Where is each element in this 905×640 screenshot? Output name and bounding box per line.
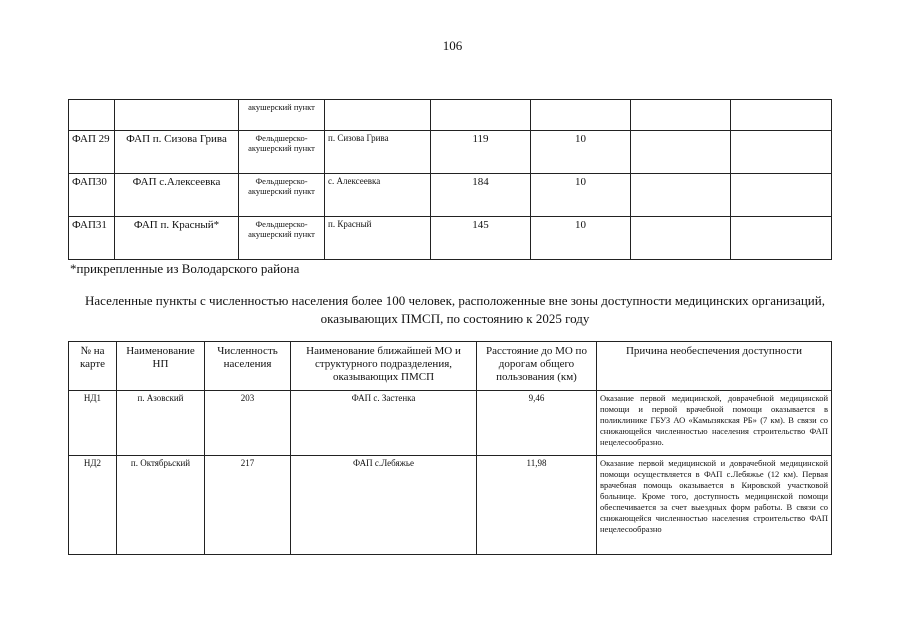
- fap-empty-col: [631, 174, 731, 217]
- nearest-mo: ФАП с.Лебяжье: [291, 456, 477, 555]
- fap-value1: 184: [431, 174, 531, 217]
- fap-value2: 10: [531, 131, 631, 174]
- fap-location: п. Сизова Грива: [325, 131, 431, 174]
- fap-type: Фельдшерско-акушерский пункт: [239, 217, 325, 260]
- section-heading: Населенные пункты с численностью населения более 100 человек, расположенные вне зоны доступности медицинских организаций, оказывающих ПМСП, по состоянию к 2025 году: [85, 293, 825, 326]
- fap-value2: [531, 100, 631, 131]
- reason: Оказание первой медицинской, доврачебной медицинской помощи и первой врачебной помощи оказывается в поликлинике ГБУЗ АО «Камызякская РБ» (7 км). В связи со снижающейся численностью населения строительство ФАП нецелесообразно.: [597, 391, 832, 456]
- table-row: [69, 174, 832, 217]
- fap-empty-col: [731, 217, 832, 260]
- fap-value1: 145: [431, 217, 531, 260]
- fap-code: [69, 100, 115, 131]
- table-row: [69, 217, 832, 260]
- distance: 11,98: [477, 456, 597, 555]
- fap-name: ФАП п. Сизова Грива: [115, 131, 239, 174]
- fap-empty-col: [731, 100, 832, 131]
- distance: 9,46: [477, 391, 597, 456]
- header-map-no: № на карте: [69, 342, 117, 391]
- header-nearest-mo: Наименование ближайшей МО и структурного подразделения, оказывающих ПМСП: [291, 342, 477, 391]
- fap-empty-col: [731, 174, 832, 217]
- page-number: 106: [442, 38, 463, 53]
- fap-location: п. Красный: [325, 217, 431, 260]
- fap-value2: 10: [531, 174, 631, 217]
- header-np-name: Наименование НП: [117, 342, 205, 391]
- table-header-row: [69, 342, 832, 391]
- fap-empty-col: [631, 217, 731, 260]
- fap-name: ФАП п. Красный*: [115, 217, 239, 260]
- np-name: п. Азовский: [117, 391, 205, 456]
- fap-code: ФАП31: [69, 217, 115, 260]
- fap-name: [115, 100, 239, 131]
- fap-value2: 10: [531, 217, 631, 260]
- header-distance: Расстояние до МО по дорогам общего пользования (км): [477, 342, 597, 391]
- footnote: *прикрепленные из Володарского района: [70, 261, 300, 276]
- population: 203: [205, 391, 291, 456]
- population: 217: [205, 456, 291, 555]
- table-row: [69, 100, 832, 131]
- np-name: п. Октябрьский: [117, 456, 205, 555]
- fap-empty-col: [631, 100, 731, 131]
- fap-value1: 119: [431, 131, 531, 174]
- table-row: [69, 456, 832, 555]
- fap-type: Фельдшерско-акушерский пункт: [239, 131, 325, 174]
- fap-name: ФАП с.Алексеевка: [115, 174, 239, 217]
- fap-location: с. Алексеевка: [325, 174, 431, 217]
- fap-type: Фельдшерско-акушерский пункт: [239, 174, 325, 217]
- map-no: НД2: [69, 456, 117, 555]
- table-row: [69, 391, 832, 456]
- fap-empty-col: [631, 131, 731, 174]
- fap-value1: [431, 100, 531, 131]
- reason: Оказание первой медицинской и доврачебной медицинской помощи осуществляется в ФАП с.Лебяжье (12 км). Первая врачебная помощь оказывается в Кировской участковой больнице. Кроме того, доступность медицинской помощи обеспечивается за счет выездных форм работы. В связи со снижающейся численностью населения строительство ФАП нецелесообразно: [597, 456, 832, 555]
- fap-type: акушерский пункт: [239, 100, 325, 131]
- fap-location: [325, 100, 431, 131]
- access-table: [68, 341, 832, 555]
- fap-table: [68, 99, 832, 260]
- fap-code: ФАП 29: [69, 131, 115, 174]
- header-population: Численность населения: [205, 342, 291, 391]
- table-row: [69, 131, 832, 174]
- nearest-mo: ФАП с. Застенка: [291, 391, 477, 456]
- fap-code: ФАП30: [69, 174, 115, 217]
- header-reason: Причина необеспечения доступности: [597, 342, 832, 391]
- map-no: НД1: [69, 391, 117, 456]
- fap-empty-col: [731, 131, 832, 174]
